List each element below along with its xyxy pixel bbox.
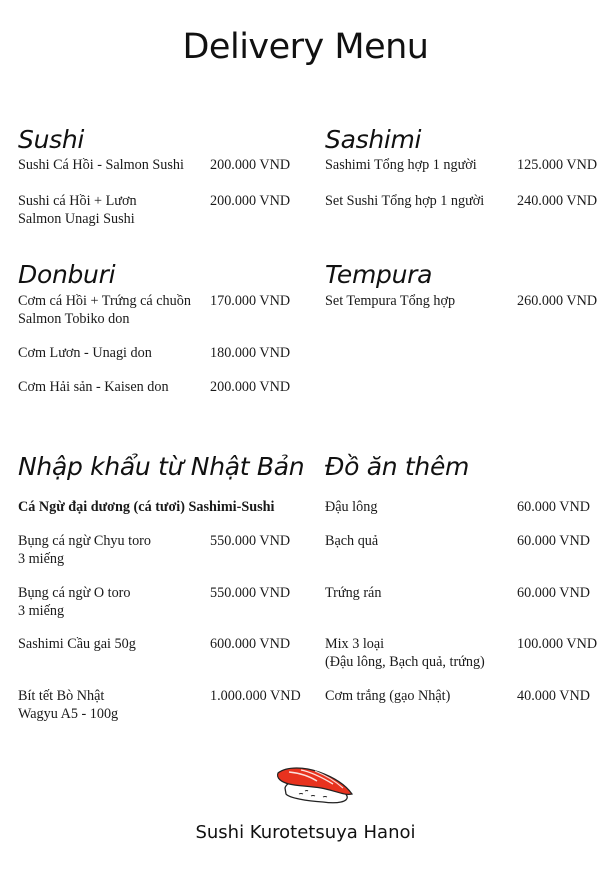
item-name: Sushi cá Hồi + Lươn Salmon Unagi Sushi bbox=[18, 193, 137, 227]
item-price: 240.000 VND bbox=[517, 193, 598, 209]
subsection-heading bbox=[18, 499, 310, 517]
menu-item bbox=[18, 688, 301, 723]
menu-item bbox=[325, 193, 598, 211]
item-name: Cơm Hải sản - Kaisen don bbox=[18, 379, 169, 395]
item-name: Sashimi Tổng hợp 1 người bbox=[325, 157, 477, 173]
item-price: 60.000 VND bbox=[517, 533, 591, 549]
item-price: 200.000 VND bbox=[210, 157, 291, 173]
item-name: Set Sushi Tổng hợp 1 người bbox=[325, 193, 485, 209]
item-price: 40.000 VND bbox=[517, 688, 591, 704]
item-price: 60.000 VND bbox=[517, 499, 591, 515]
section-heading-tempura: Tempura bbox=[325, 260, 433, 289]
section-heading-sashimi: Sashimi bbox=[325, 125, 422, 154]
sushi-icon bbox=[275, 764, 355, 808]
section-sashimi bbox=[325, 125, 611, 209]
restaurant-name: Sushi Kurotetsuya Hanoi bbox=[195, 822, 416, 843]
menu-item bbox=[18, 533, 291, 568]
menu-item bbox=[18, 345, 291, 363]
section-imported bbox=[18, 452, 310, 722]
menu-item bbox=[325, 585, 591, 603]
item-price: 550.000 VND bbox=[210, 585, 291, 601]
item-name: Mix 3 loại (Đậu lông, Bạch quả, trứng) bbox=[325, 636, 485, 670]
section-tempura bbox=[325, 260, 611, 309]
section-sushi bbox=[18, 125, 310, 227]
menu-item bbox=[325, 533, 591, 551]
menu-item bbox=[18, 585, 291, 620]
item-name: Bụng cá ngừ Chyu toro 3 miếng bbox=[18, 533, 152, 567]
subsection-title: Cá Ngừ đại dương (cá tươi) Sashimi-Sushi bbox=[18, 499, 275, 515]
item-name: Bít tết Bò Nhật Wagyu A5 - 100g bbox=[18, 688, 119, 722]
section-heading-sushi: Sushi bbox=[18, 125, 85, 154]
item-price: 260.000 VND bbox=[517, 293, 598, 309]
item-price: 180.000 VND bbox=[210, 345, 291, 361]
item-name: Bạch quả bbox=[325, 533, 379, 549]
item-name: Sushi Cá Hồi - Salmon Sushi bbox=[18, 157, 184, 173]
menu-item bbox=[18, 293, 291, 328]
page-title: Delivery Menu bbox=[182, 27, 429, 67]
item-price: 200.000 VND bbox=[210, 193, 291, 209]
item-name: Bụng cá ngừ O toro 3 miếng bbox=[18, 585, 131, 619]
section-donburi bbox=[18, 260, 310, 395]
menu-item bbox=[18, 193, 291, 228]
item-price: 1.000.000 VND bbox=[210, 688, 301, 704]
item-price: 600.000 VND bbox=[210, 636, 291, 652]
menu-item bbox=[18, 379, 291, 397]
section-heading-extras: Đồ ăn thêm bbox=[325, 452, 470, 481]
item-name: Đậu lông bbox=[325, 499, 378, 515]
item-price: 200.000 VND bbox=[210, 379, 291, 395]
item-name: Set Tempura Tổng hợp bbox=[325, 293, 456, 309]
section-extras bbox=[325, 452, 611, 704]
item-price: 125.000 VND bbox=[517, 157, 598, 173]
item-name: Sashimi Cầu gai 50g bbox=[18, 636, 136, 652]
item-name: Cơm cá Hồi + Trứng cá chuồn Salmon Tobiko don bbox=[18, 293, 191, 327]
section-heading-donburi: Donburi bbox=[18, 260, 116, 289]
item-price: 550.000 VND bbox=[210, 533, 291, 549]
menu-item bbox=[325, 157, 598, 175]
item-price: 100.000 VND bbox=[517, 636, 598, 652]
item-name: Cơm trắng (gạo Nhật) bbox=[325, 688, 451, 704]
item-name: Trứng rán bbox=[325, 585, 382, 601]
item-price: 170.000 VND bbox=[210, 293, 291, 309]
menu-item bbox=[18, 636, 291, 654]
menu-item bbox=[325, 636, 598, 671]
menu-item bbox=[325, 293, 598, 311]
menu-item bbox=[325, 499, 591, 517]
menu-item bbox=[325, 688, 591, 706]
item-price: 60.000 VND bbox=[517, 585, 591, 601]
menu-item bbox=[18, 157, 291, 175]
section-heading-imported: Nhập khẩu từ Nhật Bản bbox=[18, 452, 305, 481]
item-name: Cơm Lươn - Unagi don bbox=[18, 345, 152, 361]
